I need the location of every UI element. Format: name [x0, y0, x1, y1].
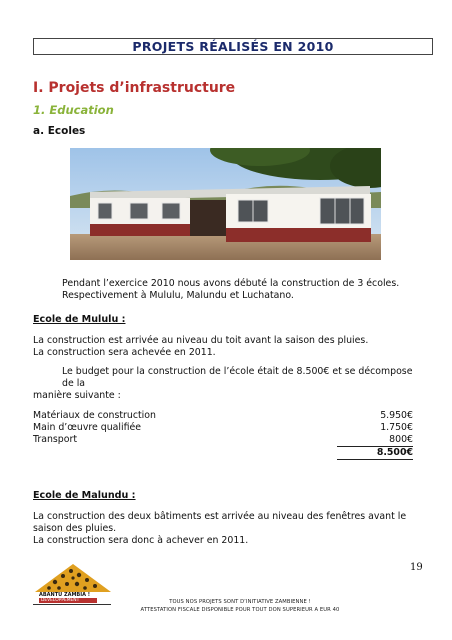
section-subsubtitle: a. Ecoles	[33, 125, 86, 137]
mululu-heading: Ecole de Mululu :	[33, 314, 126, 325]
page-title: PROJETS RÉALISÉS EN 2010	[132, 39, 334, 54]
page-title-box	[33, 38, 433, 55]
footer-line-2: ATTESTATION FISCALE DISPONIBLE POUR TOUT DON SUPERIEUR A EUR 40	[140, 607, 340, 613]
page-number: 19	[410, 562, 423, 573]
budget-total: 8.500€	[33, 446, 413, 460]
mululu-paragraph: La construction est arrivée au niveau du toit avant la saison des pluies. La construction sera achevée en 2011.	[33, 335, 369, 358]
malundu-heading: Ecole de Malundu :	[33, 490, 136, 501]
budget-row: Matériaux de construction 5.950€	[33, 410, 413, 421]
section-title: I. Projets d’infrastructure	[33, 80, 236, 96]
malundu-paragraph: La construction des deux bâtiments est arrivée au niveau des fenêtres avant le saison des pluies. La construction sera donc à achever en 2011.	[33, 511, 407, 546]
budget-table	[33, 410, 413, 460]
mululu-budget-paragraph: Le budget pour la construction de l’école était de 8.500€ et se décompose de la manière suivante :	[33, 366, 413, 401]
logo-text-top: ABANTU ZAMBIA !	[39, 592, 90, 598]
footer-divider	[33, 604, 111, 605]
budget-row: Main d’œuvre qualifiée 1.750€	[33, 422, 413, 433]
logo-text-bottom: DEVELOPPEMENT	[39, 598, 97, 603]
budget-row: Transport 800€	[33, 434, 413, 445]
intro-paragraph: Pendant l’exercice 2010 nous avons débuté la construction de 3 écoles. Respectivement à Mululu, Malundu et Luchatano.	[62, 278, 400, 301]
school-photo	[70, 148, 381, 260]
section-subtitle: 1. Education	[33, 103, 114, 117]
footer-line-1: TOUS NOS PROJETS SONT D’INITIATIVE ZAMBIENNE !	[169, 599, 311, 605]
abantu-logo	[33, 562, 113, 604]
